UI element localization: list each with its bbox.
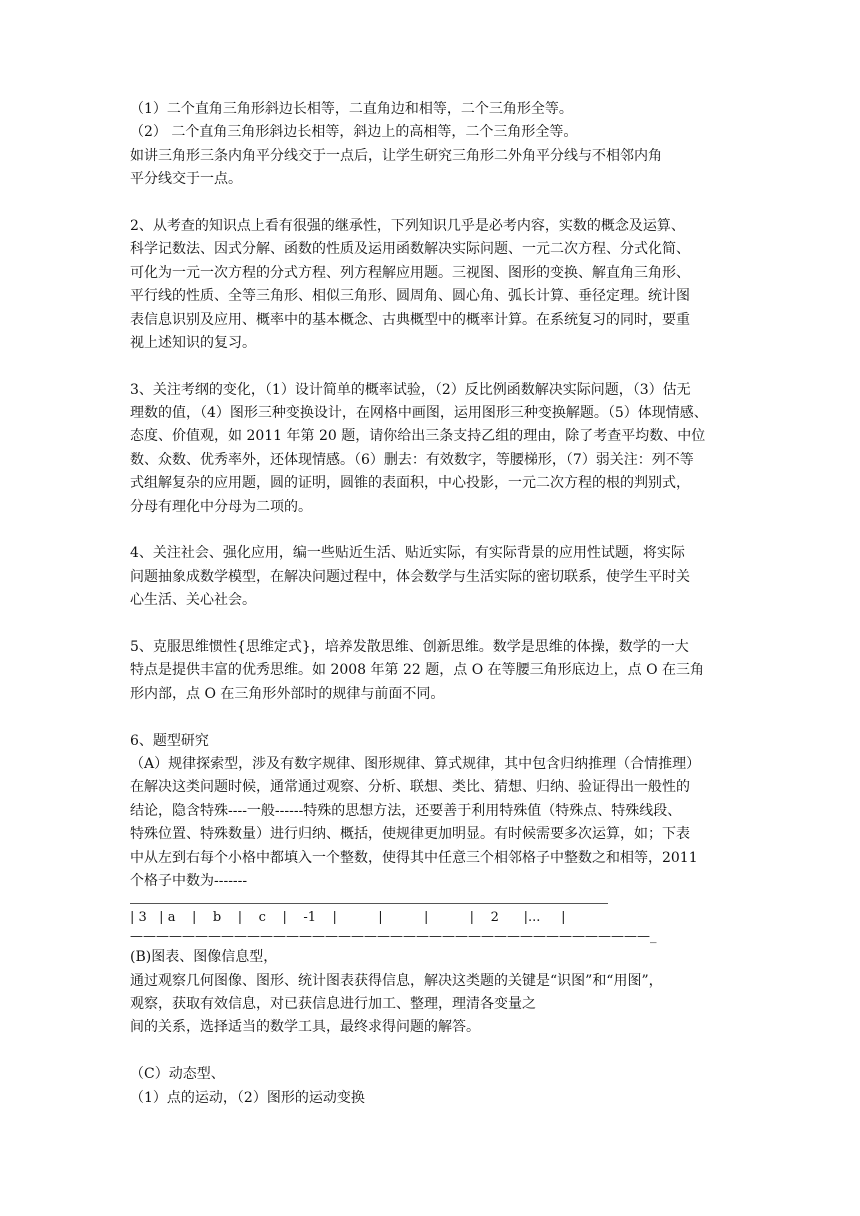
text-line: 个格子中数为------- [130, 872, 248, 889]
text-line: 在解决这类问题时候，通常通过观察、分析、联想、类比、猜想、归纳、验证得出一般性的 [130, 779, 690, 796]
text-line: 2、从考查的知识点上看有很强的继承性，下列知识几乎是必考内容，实数的概念及运算、 [130, 217, 685, 234]
paragraph-item-2 [130, 215, 734, 355]
text-line: 态度、价值观，如 2011 年第 20 题，请你给出三条支持乙组的理由，除了考查平均数、中位 [130, 428, 706, 445]
text-line: 可化为一元一次方程的分式方程、列方程解应用题。三视图、图形的变换、解直角三角形、 [130, 264, 690, 281]
paragraph-gap [130, 192, 734, 215]
paragraph-item-5 [130, 636, 734, 706]
text-line: （2） 二个直角三角形斜边长相等，斜边上的高相等，二个三角形全等。 [130, 124, 578, 141]
text-line: 心生活、关心社会。 [130, 592, 256, 609]
text-line: 表信息识别及应用、概率中的基本概念、古典概型中的概率计算。在系统复习的同时，要重 [130, 311, 690, 328]
document-page [130, 98, 734, 1110]
text-line: 问题抽象成数学模型，在解决问题过程中，体会数学与生活实际的密切联系，使学生平时关 [130, 568, 690, 585]
paragraph-congruent-triangles [130, 98, 734, 192]
section-heading: 6、题型研究 [130, 732, 209, 749]
text-line: （C）动态型、 [130, 1066, 225, 1083]
paragraph-gap [130, 706, 734, 729]
text-line: 3、关注考纲的变化，（1）设计简单的概率试验，（2）反比例函数解决实际问题，（3）估无 [130, 381, 691, 398]
paragraph-gap [130, 519, 734, 542]
text-line: 结论，隐含特殊----一般------特殊的思想方法，还要善于利用特殊值（特殊点、特殊线段、 [130, 802, 682, 819]
table-bottom-rule: ————————————————————————————————————————_ [130, 930, 657, 945]
text-line: 数、众数、优秀率外，还体现情感。（6）删去：有效数字，等腰梯形，（7）弱关注：列不等 [130, 451, 694, 468]
paragraph-item-c [130, 1063, 734, 1110]
text-line: (B)图表、图像信息型， [130, 949, 278, 966]
text-line: 中从左到右每个小格中都填入一个整数，使得其中任意三个相邻格子中整数之和相等，2011 [130, 849, 698, 866]
text-line: 理数的值，（4）图形三种变换设计，在网格中画图，运用图形三种变换解题。（5）体现情感、 [130, 405, 708, 422]
text-line: （A）规律探索型，涉及有数字规律、图形规律、算式规律，其中包含归纳推理（合情推理） [130, 755, 701, 772]
text-line: 观察，获取有效信息，对已获信息进行加工、整理，理清各变量之 [130, 996, 536, 1013]
text-line: （1）点的运动，（2）图形的运动变换 [130, 1089, 365, 1106]
text-line: 形内部，点 O 在三角形外部时的规律与前面不同。 [130, 685, 445, 702]
text-line: 如讲三角形三条内角平分线交于一点后，让学生研究三角形二外角平分线与不相邻内角 [130, 147, 662, 164]
text-line: 式组解复杂的应用题，圆的证明，圆锥的表面积，中心投影，一元二次方程的根的判别式， [130, 475, 690, 492]
paragraph-item-6 [130, 730, 734, 894]
text-line: 间的关系，选择适当的数学工具，最终求得问题的解答。 [130, 1019, 480, 1036]
paragraph-item-b [130, 946, 734, 1040]
text-line: 科学记数法、因式分解、函数的性质及运用函数解决实际问题、一元二次方程、分式化简、 [130, 241, 690, 258]
text-line: 特殊位置、特殊数量）进行归纳、概括，使规律更加明显。有时候需要多次运算，如；下表 [130, 826, 690, 843]
text-line: 平行线的性质、全等三角形、相似三角形、圆周角、圆心角、弧长计算、垂径定理。统计图 [130, 288, 690, 305]
text-line: （1）二个直角三角形斜边长相等，二直角边和相等，二个三角形全等。 [130, 101, 573, 117]
paragraph-item-3 [130, 379, 734, 519]
paragraph-gap [130, 355, 734, 378]
paragraph-item-4 [130, 542, 734, 612]
text-line: 4、关注社会、强化应用，编一些贴近生活、贴近实际，有实际背景的应用性试题，将实际 [130, 545, 685, 562]
text-line: 通过观察几何图像、图形、统计图表获得信息，解决这类题的关键是“识图”和“用图”， [130, 972, 663, 989]
paragraph-gap [130, 613, 734, 636]
paragraph-gap [130, 1040, 734, 1063]
text-line: 平分线交于一点。 [130, 171, 242, 188]
text-line: 分母有理化中分母为二项的。 [130, 498, 312, 515]
table-top-rule [130, 903, 608, 904]
table-row: | 3 | a | b | c | -1 | | | | 2 |... | [130, 910, 566, 926]
number-grid-table [130, 903, 734, 946]
text-line: 视上述知识的复习。 [130, 334, 256, 351]
text-line: 5、克服思维惯性{思维定式}，培养发散思维、创新思维。数学是思维的体操，数学的一大 [130, 638, 689, 655]
text-line: 特点是提供丰富的优秀思维。如 2008 年第 22 题，点 O 在等腰三角形底边上，点 O 在三角 [130, 662, 704, 679]
